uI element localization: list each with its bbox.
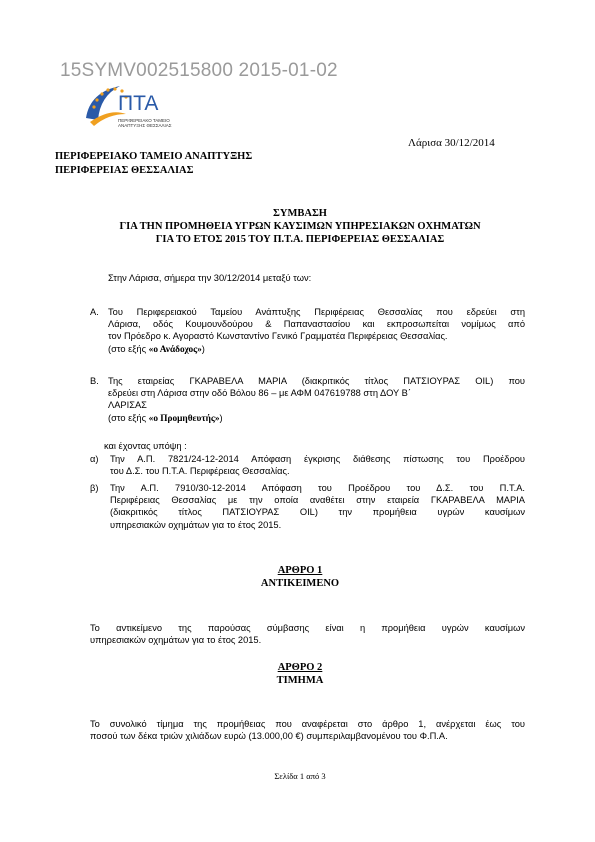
contract-title xyxy=(60,207,540,246)
considering-item-a-line1: Την Α.Π. 7821/24-12-2014 Απόφαση έγκρισης διάθεσης πίστωσης του Προέδρου xyxy=(110,454,525,464)
article-2-line2: ποσού των δέκα τριών χιλιάδων ευρώ (13.000,00 €) συμπεριλαμβανομένου του Φ.Π.Α. xyxy=(90,731,448,742)
considering-item-b xyxy=(110,482,525,531)
considering-item-a xyxy=(110,453,525,477)
article-2-name: ΤΙΜΗΜΑ xyxy=(276,675,324,686)
logo-subtitle-line1: ΠΕΡΙΦΕΡΕΙΑΚΟ ΤΑΜΕΙΟ xyxy=(118,118,170,123)
party-b-role-pre: (στο εξής xyxy=(108,412,149,423)
party-b-label: Β. xyxy=(90,376,99,386)
party-b-text xyxy=(108,375,525,425)
party-a-role xyxy=(108,343,525,356)
logo-subtitle xyxy=(118,118,198,128)
party-a-line2: Λάρισα, οδός Κουμουνδούρου & Παπαναστασίου και εκπροσωπείται νομίμως από xyxy=(108,319,525,330)
document-id-watermark: 15SYMV002515800 2015-01-02 xyxy=(60,60,338,81)
article-1-body xyxy=(90,622,525,646)
logo-subtitle-line2: ΑΝΑΠΤΥΞΗΣ ΘΕΣΣΑΛΙΑΣ xyxy=(118,123,172,128)
party-a-role-post: ) xyxy=(201,343,205,354)
party-a-line3: τον Πρόεδρο κ. Αγοραστό Κωνσταντίνο Γενικό Γραμματέα Περιφέρειας Θεσσαλίας. xyxy=(108,331,448,342)
considering-heading: και έχοντας υπόψη : xyxy=(104,441,187,451)
party-b-line2: εδρεύει στη Λάρισα στην οδό Βόλου 86 – με ΑΦΜ 047619788 στη ΔΟΥ Β΄ xyxy=(108,388,411,399)
party-a-role-pre: (στο εξής xyxy=(108,343,149,354)
page-number: Σελίδα 1 από 3 xyxy=(274,771,326,781)
party-b-role-post: ) xyxy=(219,412,223,423)
party-b-line3: ΛΑΡΙΣΑΣ xyxy=(108,400,147,411)
organization-name xyxy=(55,150,252,178)
article-2-number: ΑΡΘΡΟ 2 xyxy=(277,662,323,673)
contract-title-line1: ΣΥΜΒΑΣΗ xyxy=(273,208,327,219)
article-2-body xyxy=(90,718,525,742)
document-date: Λάρισα 30/12/2014 xyxy=(408,137,495,149)
party-a-label: Α. xyxy=(90,307,99,317)
party-b-role-name: «ο Προμηθευτής» xyxy=(148,413,220,424)
contract-title-line2: ΓΙΑ ΤΗΝ ΠΡΟΜΗΘΕΙΑ ΥΓΡΩΝ ΚΑΥΣΙΜΩΝ ΥΠΗΡΕΣΙΑΚΩΝ ΟΧΗΜΑΤΩΝ xyxy=(119,221,481,232)
party-b-role xyxy=(108,412,525,425)
intro-text: Στην Λάρισα, σήμερα την 30/12/2014 μεταξύ των: xyxy=(108,273,312,283)
considering-item-b-line4: υπηρεσιακών οχημάτων για το έτος 2015. xyxy=(110,519,282,530)
considering-item-b-line1: Την Α.Π. 7910/30-12-2014 Απόφαση του Προέδρου του Δ.Σ. του Π.Τ.Α. xyxy=(110,483,525,493)
article-1-number: ΑΡΘΡΟ 1 xyxy=(277,565,323,576)
considering-item-b-line2: Περιφέρειας Θεσσαλίας με την οποία αναθέτει στην εταιρεία ΓΚΑΡΑΒΕΛΑ ΜΑΡΙΑ xyxy=(110,495,525,506)
considering-item-b-line3: (διακριτικός τίτλος ΠΑΤΣΙΟΥΡΑΣ OIL) την προμήθεια υγρών καυσίμων xyxy=(110,507,525,518)
organization-line1: ΠΕΡΙΦΕΡΕΙΑΚΟ ΤΑΜΕΙΟ ΑΝΑΠΤΥΞΗΣ xyxy=(55,151,253,162)
considering-item-a-label: α) xyxy=(90,454,99,464)
article-1-name: ΑΝΤΙΚΕΙΜΕΝΟ xyxy=(260,578,340,589)
contract-title-line3: ΓΙΑ ΤΟ ΕΤΟΣ 2015 ΤΟΥ Π.Τ.Α. ΠΕΡΙΦΕΡΕΙΑΣ ΘΕΣΣΑΛΙΑΣ xyxy=(155,234,445,245)
article-1-line1: Το αντικείμενο της παρούσας σύμβασης είναι η προμήθεια υγρών καυσίμων xyxy=(90,623,525,633)
considering-item-a-line2: του Δ.Σ. του Π.Τ.Α. Περιφέρειας Θεσσαλίας. xyxy=(110,466,290,477)
article-1-line2: υπηρεσιακών οχημάτων για το έτος 2015. xyxy=(90,635,262,646)
party-a-role-name: «ο Ανάδοχος» xyxy=(148,344,202,355)
article-1-heading xyxy=(200,564,400,590)
logo-text: ΠΤΑ xyxy=(118,92,159,115)
party-b-line1: Της εταιρείας ΓΚΑΡΑΒΕΛΑ ΜΑΡΙΑ (διακριτικός τίτλος ΠΑΤΣΙΟΥΡΑΣ OIL) που xyxy=(108,376,525,386)
party-a-line1: Του Περιφερειακού Ταμείου Ανάπτυξης Περιφέρειας Θεσσαλίας που εδρεύει στη xyxy=(108,307,525,317)
article-2-heading xyxy=(200,661,400,687)
article-2-line1: Το συνολικό τίμημα της προμήθειας που αναφέρεται στο άρθρο 1, ανέρχεται έως του xyxy=(90,719,525,729)
party-a-text xyxy=(108,306,525,356)
considering-item-b-label: β) xyxy=(90,483,99,493)
organization-line2: ΠΕΡΙΦΕΡΕΙΑΣ ΘΕΣΣΑΛΙΑΣ xyxy=(55,165,194,176)
